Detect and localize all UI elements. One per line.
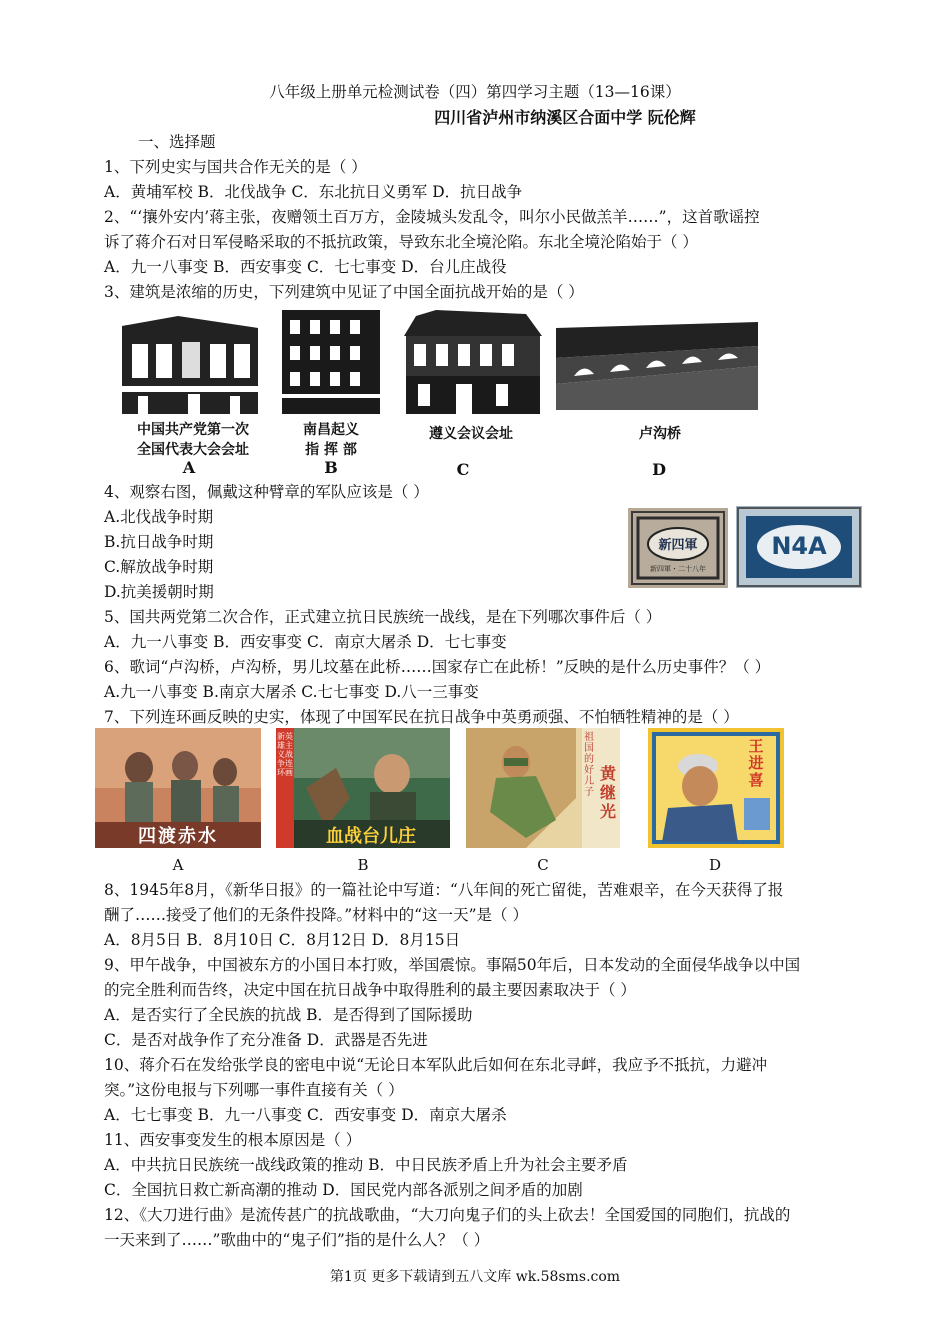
armband-text-n4a: N4A [771, 532, 827, 560]
comic-cover-c [466, 728, 620, 848]
q4-option-c: C.解放战争时期 [104, 558, 214, 576]
q8-stem-line1: 8、1945年8月，《新华日报》的一篇社论中写道：“八年间的死亡留徙，苦难艰辛，在今天获得了报 [104, 881, 784, 899]
comic-cover-a [95, 728, 261, 848]
q3-caption-b-line1: 南昌起义 [303, 422, 359, 438]
armband-text-new-fourth-army: 新四軍 [658, 538, 698, 553]
q12-stem-line1: 12、《大刀进行曲》是流传甚广的抗战歌曲，“大刀向鬼子们的头上砍去！全国爱国的同胞们，抗战的 [104, 1206, 791, 1224]
q7-letter-c: C [537, 856, 549, 874]
q3-letter-a: A [182, 458, 196, 477]
q3-caption-c: 遵义会议会址 [429, 426, 513, 442]
q3-caption-a-line1: 中国共产党第一次 [137, 422, 249, 438]
comic-b-series-text: 新英雄主义战争连环画 [277, 732, 293, 777]
q9-options-line2: C．是否对战争作了充分准备 D．武器是否先进 [104, 1031, 428, 1049]
q11-options-line2: C．全国抗日救亡新高潮的推动 D．国民党内部各派别之间矛盾的加剧 [104, 1181, 583, 1199]
q3-letter-d: D [652, 460, 666, 479]
bridge-illustration [556, 318, 758, 410]
q7-letter-b: B [357, 856, 369, 874]
q2-stem-line1: 2、“‘攘外安内’蒋主张，夜赠领土百万方，金陵城头发乱令，叫尔小民做羔羊……”，这首歌谣控 [104, 208, 760, 226]
q2-options: A．九一八事变 B．西安事变 C．七七事变 D．台儿庄战役 [104, 258, 507, 276]
q9-stem-line2: 的完全胜利而告终，决定中国在抗日战争中取得胜利的最主要因素取决于（ ） [104, 981, 636, 999]
q11-stem: 11、西安事变发生的根本原因是（ ） [104, 1131, 362, 1149]
q3-image-d [556, 318, 758, 410]
armband-subtext: 新四軍・二十八年 [650, 565, 706, 573]
q3-letter-c: C [456, 460, 470, 479]
q1-options: A．黄埔军校 B．北伐战争 C．东北抗日义勇军 D．抗日战争 [104, 183, 523, 201]
q4-option-b: B.抗日战争时期 [104, 533, 214, 551]
comic-cover-b [276, 728, 450, 848]
q9-stem-line1: 9、甲午战争，中国被东方的小国日本打败，举国震惊。事隔50年后，日本发动的全面侵华战争以中国 [104, 956, 801, 974]
q3-image-b [278, 306, 384, 418]
q7-letter-a: A [172, 856, 184, 874]
comic-title-b: 血战台儿庄 [326, 826, 416, 847]
q4-option-d: D.抗美援朝时期 [104, 583, 214, 601]
armband-n4a [736, 506, 862, 588]
comic-title-d: 王进喜 [748, 737, 764, 789]
q4-stem: 4、观察右图，佩戴这种臂章的军队应该是（ ） [104, 483, 429, 501]
comic-c-series-text: 祖国的好儿子 [584, 732, 594, 798]
q3-stem: 3、建筑是浓缩的历史，下列建筑中见证了中国全面抗战开始的是（ ） [104, 283, 584, 301]
q6-stem: 6、歌词“卢沟桥，卢沟桥，男儿坟墓在此桥……国家存亡在此桥！”反映的是什么历史事件？（ ） [104, 658, 771, 676]
q3-image-a [118, 306, 266, 418]
comic-cover-d [648, 728, 784, 848]
q5-options: A．九一八事变 B．西安事变 C．南京大屠杀 D．七七事变 [104, 633, 507, 651]
q1-stem: 1、下列史实与国共合作无关的是（ ） [104, 158, 367, 176]
page-footer: 第1页 更多下载请到五八文库 wk.58sms.com [329, 1269, 621, 1285]
q9-options-line1: A．是否实行了全民族的抗战 B．是否得到了国际援助 [104, 1006, 473, 1024]
comic-title-c: 黄继光 [600, 764, 617, 821]
q6-options: A.九一八事变 B.南京大屠杀 C.七七事变 D.八一三事变 [104, 683, 479, 701]
q7-letter-d: D [708, 856, 722, 874]
q8-stem-line2: 酬了……接受了他们的无条件投降。”材料中的“这一天”是（ ） [104, 906, 528, 924]
q10-stem-line2: 突。”这份电报与下列哪一事件直接有关（ ） [104, 1081, 404, 1099]
section-heading: 一、选择题 [138, 133, 216, 151]
q11-options-line1: A．中共抗日民族统一战线政策的推动 B．中日民族矛盾上升为社会主要矛盾 [104, 1156, 628, 1174]
q3-caption-d: 卢沟桥 [639, 426, 681, 442]
q10-stem-line1: 10、蒋介石在发给张学良的密电中说“无论日本军队此后如何在东北寻衅，我应予不抵抗，力避冲 [104, 1056, 768, 1074]
building-c-illustration [396, 306, 546, 418]
comic-title-a: 四渡赤水 [138, 826, 218, 847]
q3-caption-b-line2: 指 挥 部 [305, 442, 357, 458]
q8-options: A．8月5日 B．8月10日 C．8月12日 D．8月15日 [104, 931, 461, 949]
school-author: 四川省泸州市纳溪区合面中学 阮伦辉 [434, 108, 696, 127]
q12-stem-line2: 一天来到了……”歌曲中的“鬼子们”指的是什么人？（ ） [104, 1231, 490, 1249]
q3-caption-a-line2: 全国代表大会会址 [137, 442, 249, 458]
building-b-illustration [278, 306, 384, 418]
building-a-illustration [118, 306, 266, 418]
q2-stem-line2: 诉了蒋介石对日军侵略采取的不抵抗政策，导致东北全境沦陷。东北全境沦陷始于（ ） [104, 233, 698, 251]
q3-letter-b: B [324, 458, 338, 477]
q7-stem: 7、下列连环画反映的史实，体现了中国军民在抗日战争中英勇顽强、不怕牺牲精神的是（ ） [104, 708, 739, 726]
q10-options: A．七七事变 B．九一八事变 C．西安事变 D．南京大屠杀 [104, 1106, 507, 1124]
q3-image-c [396, 306, 546, 418]
armband-new-fourth-army [628, 508, 728, 588]
q4-option-a: A.北伐战争时期 [104, 508, 214, 526]
q5-stem: 5、国共两党第二次合作，正式建立抗日民族统一战线，是在下列哪次事件后（ ） [104, 608, 662, 626]
exam-title: 八年级上册单元检测试卷（四）第四学习主题（13—16课） [269, 83, 681, 101]
